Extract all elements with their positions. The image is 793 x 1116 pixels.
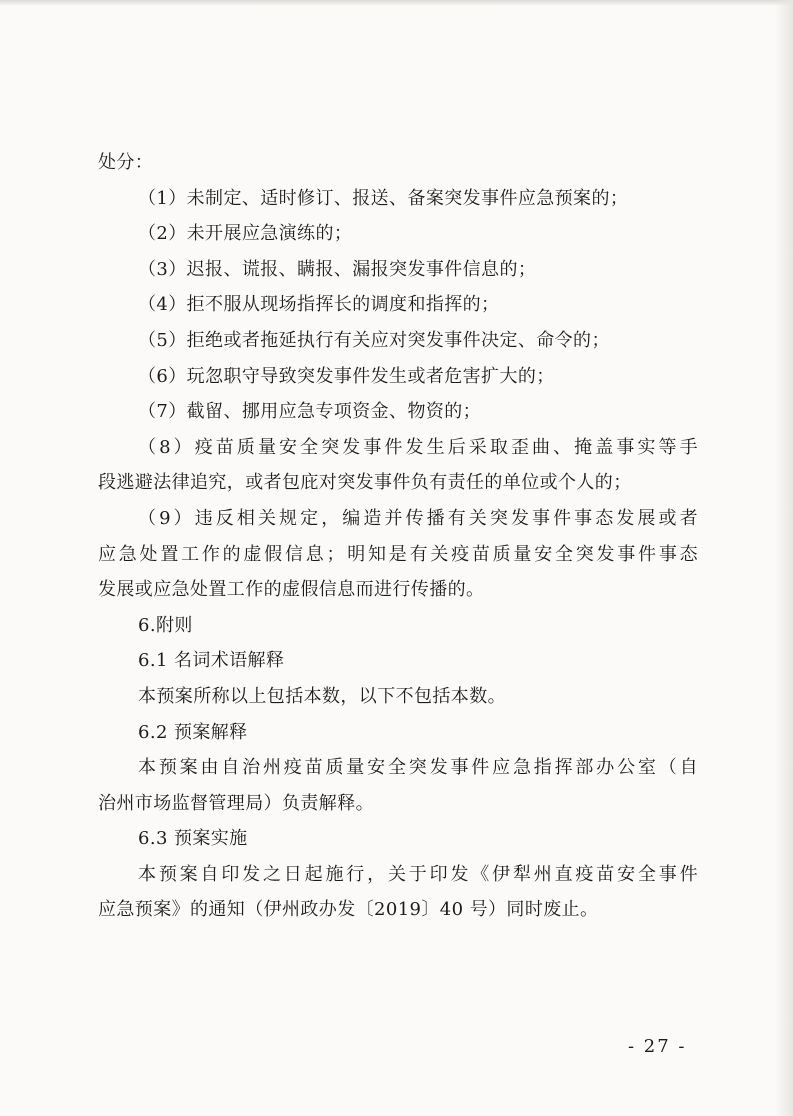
section-heading: 6.附则 [138, 614, 193, 636]
list-item: （5）拒绝或者拖延执行有关应对突发事件决定、命令的； [138, 329, 610, 351]
list-item: （9）违反相关规定，编造并传播有关突发事件事态发展或者 [138, 507, 698, 529]
subsection-heading: 6.1 名词术语解释 [138, 650, 285, 672]
list-item: （8）疫苗质量安全突发事件发生后采取歪曲、掩盖事实等手 [138, 436, 698, 458]
list-item-continuation: 发展或应急处置工作的虚假信息而进行传播的。 [98, 579, 485, 601]
text-line-continuation: 应急预案》的通知（伊州政办发〔2019〕40 号）同时废止。 [98, 899, 599, 921]
list-item: （1）未制定、适时修订、报送、备案突发事件应急预案的； [138, 187, 629, 209]
text-line-continuation: 治州市场监督管理局）负责解释。 [98, 792, 374, 814]
list-item: （6）玩忽职守导致突发事件发生或者危害扩大的； [138, 365, 555, 387]
subsection-heading: 6.3 预案实施 [138, 828, 248, 850]
text-line: 处分： [98, 152, 154, 173]
list-item: （3）迟报、谎报、瞒报、漏报突发事件信息的； [138, 258, 537, 280]
list-item: （2）未开展应急演练的； [138, 223, 353, 245]
page-number: - 27 - [628, 1036, 687, 1057]
text-line: 本预案自印发之日起施行，关于印发《伊犁州直疫苗安全事件 [138, 863, 698, 885]
subsection-heading: 6.2 预案解释 [138, 721, 248, 743]
document-body [98, 145, 698, 928]
list-item-continuation: 段逃避法律追究，或者包庇对突发事件负有责任的单位或个人的； [98, 472, 632, 494]
text-line: 本预案所称以上包括本数，以下不包括本数。 [138, 685, 506, 707]
list-item: （4）拒不服从现场指挥长的调度和指挥的； [138, 294, 500, 316]
text-line: 本预案由自治州疫苗质量安全突发事件应急指挥部办公室（自 [138, 757, 698, 779]
list-item-continuation: 应急处置工作的虚假信息；明知是有关疫苗质量安全突发事件事态 [98, 543, 698, 565]
list-item: （7）截留、挪用应急专项资金、物资的； [138, 401, 482, 423]
